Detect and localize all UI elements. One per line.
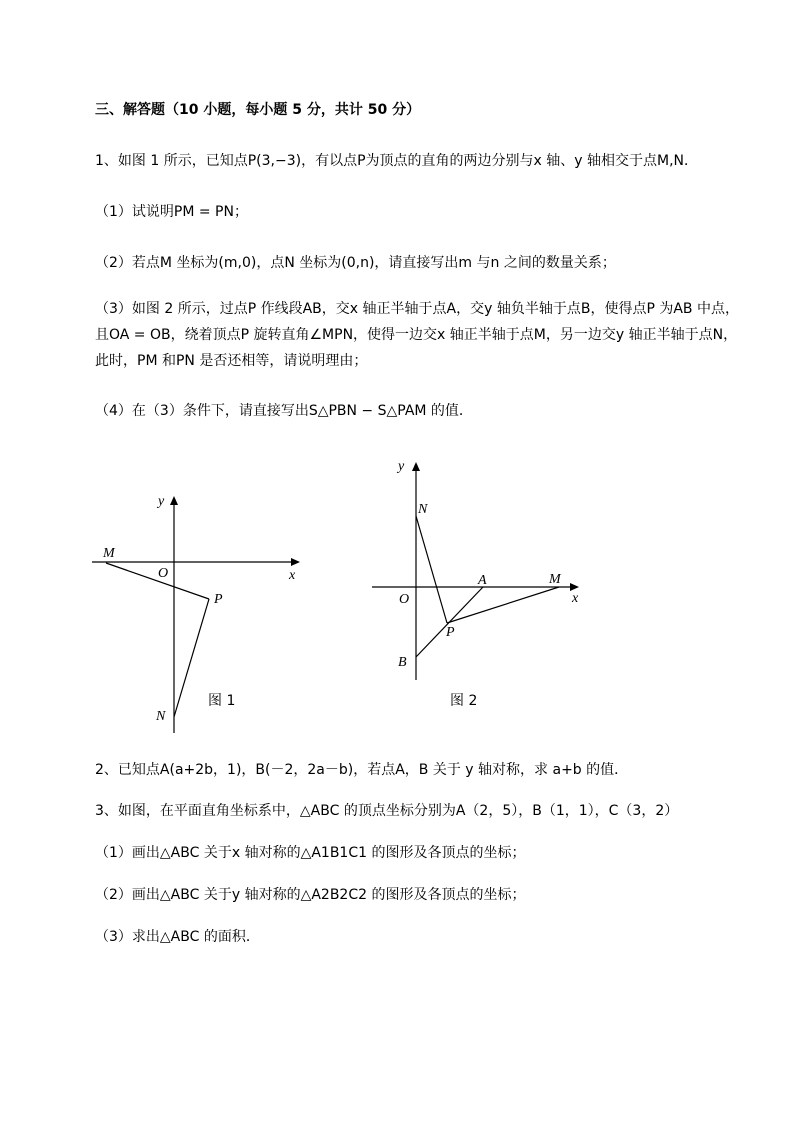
fig1-label-y: y	[158, 494, 165, 509]
fig2-label-a: A	[478, 573, 487, 588]
fig2-label-n: N	[418, 502, 428, 517]
fig1-label-p: P	[214, 592, 223, 607]
fig2-x-arrow	[570, 583, 579, 591]
fig2-segment-pm	[447, 587, 559, 623]
question-1-part-3: （3）如图 2 所示，过点P 作线段AB，交x 轴正半轴于点A，交y 轴负半轴于点B，使得点P 为AB 中点，且OA = OB，绕着顶点P 旋转直角∠MPN，使得一边交x 轴正半轴于点M，另一边交y 轴正半轴于点N，此时，PM 和PN 是否还相等，请说明理由；	[95, 301, 739, 369]
fig1-label-m: M	[103, 546, 115, 561]
question-3-part-1: （1）画出△ABC 关于x 轴对称的△A1B1C1 的图形及各顶点的坐标；	[95, 845, 526, 861]
question-3-part-3: （3）求出△ABC 的面积．	[95, 929, 260, 945]
question-1-part-4: （4）在（3）条件下，请直接写出S△PBN − S△PAM 的值．	[95, 403, 473, 419]
fig2-y-arrow	[412, 462, 420, 471]
fig1-label-o: O	[158, 566, 169, 581]
fig2-label-o: O	[399, 592, 410, 607]
question-3-part-2: （2）画出△ABC 关于y 轴对称的△A2B2C2 的图形及各顶点的坐标；	[95, 887, 526, 903]
question-1-part-2: （2）若点M 坐标为(m,0)，点N 坐标为(0,n)，请直接写出m 与n 之间的数量关系；	[95, 255, 616, 271]
fig2-label-m: M	[549, 572, 561, 587]
question-1-stem: 1、如图 1 所示，已知点P(3,−3)，有以点P为顶点的直角的两边分别与x 轴、y 轴相交于点M,N．	[95, 153, 698, 169]
fig1-label-x: x	[289, 568, 296, 583]
fig1-y-arrow	[170, 496, 178, 505]
fig2-label-y: y	[398, 459, 405, 474]
fig2-caption: 图 2	[450, 693, 478, 709]
fig2-segment-pn	[416, 516, 447, 623]
fig1-x-arrow	[291, 558, 300, 566]
fig1-segment-pn	[174, 599, 209, 717]
fig1-caption: 图 1	[208, 693, 236, 709]
question-2-stem: 2、已知点A(a+2b，1)，B(－2，2a－b)，若点A，B 关于 y 轴对称，求 a+b 的值．	[95, 762, 629, 778]
question-1-part-1: （1）试说明PM = PN；	[95, 204, 248, 220]
figure-1	[88, 485, 318, 735]
question-3-stem: 3、如图，在平面直角坐标系中，△ABC 的顶点坐标分别为A（2，5），B（1，1），C（3，2）	[95, 803, 679, 819]
fig2-label-x: x	[572, 591, 579, 606]
figure-2	[360, 450, 600, 720]
section-heading: 三、解答题（10 小题，每小题 5 分，共计 50 分）	[95, 102, 421, 118]
fig1-label-n: N	[156, 709, 166, 724]
fig2-label-p: P	[446, 625, 455, 640]
fig2-label-b: B	[398, 655, 407, 670]
